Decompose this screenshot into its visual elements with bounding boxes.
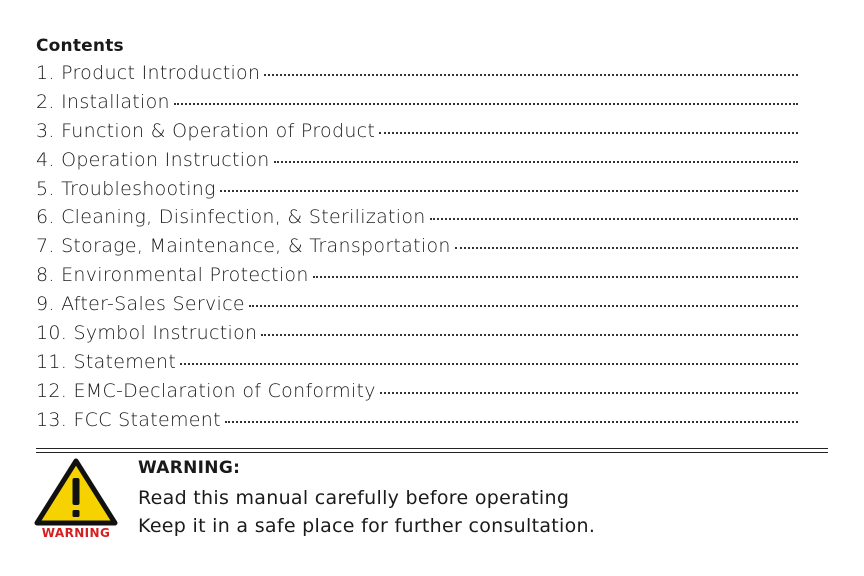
- toc-dot-leader: [225, 421, 798, 423]
- toc-item-installation[interactable]: [36, 91, 798, 120]
- toc-dot-leader: [174, 103, 798, 105]
- toc-item-label: 6. Cleaning, Disinfection, & Sterilization: [36, 206, 426, 229]
- warning-text-line: Keep it in a safe place for further consultation.: [138, 515, 596, 537]
- toc-item-label: 2. Installation: [36, 90, 170, 113]
- toc-item-function-operation[interactable]: [36, 120, 798, 149]
- toc-dot-leader: [220, 190, 798, 192]
- toc-item-after-sales-service[interactable]: [36, 293, 798, 322]
- toc-item-symbol-instruction[interactable]: [36, 322, 798, 351]
- toc-item-cleaning[interactable]: [36, 206, 798, 235]
- warning-triangle-icon: [34, 458, 118, 544]
- toc-dot-leader: [313, 276, 798, 278]
- toc-dot-leader: [180, 363, 798, 365]
- toc-item-label: 5. Troubleshooting: [36, 177, 216, 200]
- toc-item-label: 10. Symbol Instruction: [36, 322, 258, 345]
- toc-item-label: 1. Product Introduction: [36, 62, 261, 84]
- toc-dot-leader: [379, 132, 798, 134]
- toc-item-troubleshooting[interactable]: [36, 178, 798, 207]
- toc-item-product-introduction[interactable]: [36, 62, 798, 91]
- toc-item-label: 3. Function & Operation of Product: [36, 119, 376, 142]
- warning-title: WARNING:: [138, 458, 241, 478]
- toc-item-emc-declaration[interactable]: [36, 380, 798, 409]
- toc-item-label: 12. EMC-Declaration of Conformity: [36, 379, 376, 402]
- toc-dot-leader: [455, 247, 798, 249]
- toc-item-statement[interactable]: [36, 351, 798, 380]
- toc-dot-leader: [261, 334, 798, 336]
- toc-dot-leader: [430, 218, 798, 220]
- toc-item-storage[interactable]: [36, 235, 798, 264]
- toc-item-label: 8. Environmental Protection: [36, 264, 309, 287]
- warning-icon-label: WARNING: [41, 526, 111, 540]
- warning-triangle-graphic: [34, 458, 118, 526]
- table-of-contents: [36, 62, 798, 438]
- toc-item-label: 13. FCC Statement: [36, 408, 221, 431]
- toc-item-label: 9. After-Sales Service: [36, 293, 245, 316]
- contents-title: Contents: [36, 36, 124, 56]
- toc-item-fcc-statement[interactable]: [36, 409, 798, 438]
- toc-dot-leader: [380, 392, 798, 394]
- toc-dot-leader: [274, 161, 798, 163]
- toc-item-label: 11. Statement: [36, 350, 177, 373]
- toc-item-label: 4. Operation Instruction: [36, 148, 270, 171]
- toc-item-environmental-protection[interactable]: [36, 264, 798, 293]
- warning-text-line: Read this manual carefully before operating: [138, 487, 570, 509]
- toc-dot-leader: [249, 305, 798, 307]
- section-divider-top: [36, 448, 828, 449]
- toc-item-operation-instruction[interactable]: [36, 149, 798, 178]
- toc-item-label: 7. Storage, Maintenance, & Transportation: [36, 235, 451, 258]
- toc-dot-leader: [264, 74, 798, 76]
- section-divider-bottom: [36, 452, 828, 453]
